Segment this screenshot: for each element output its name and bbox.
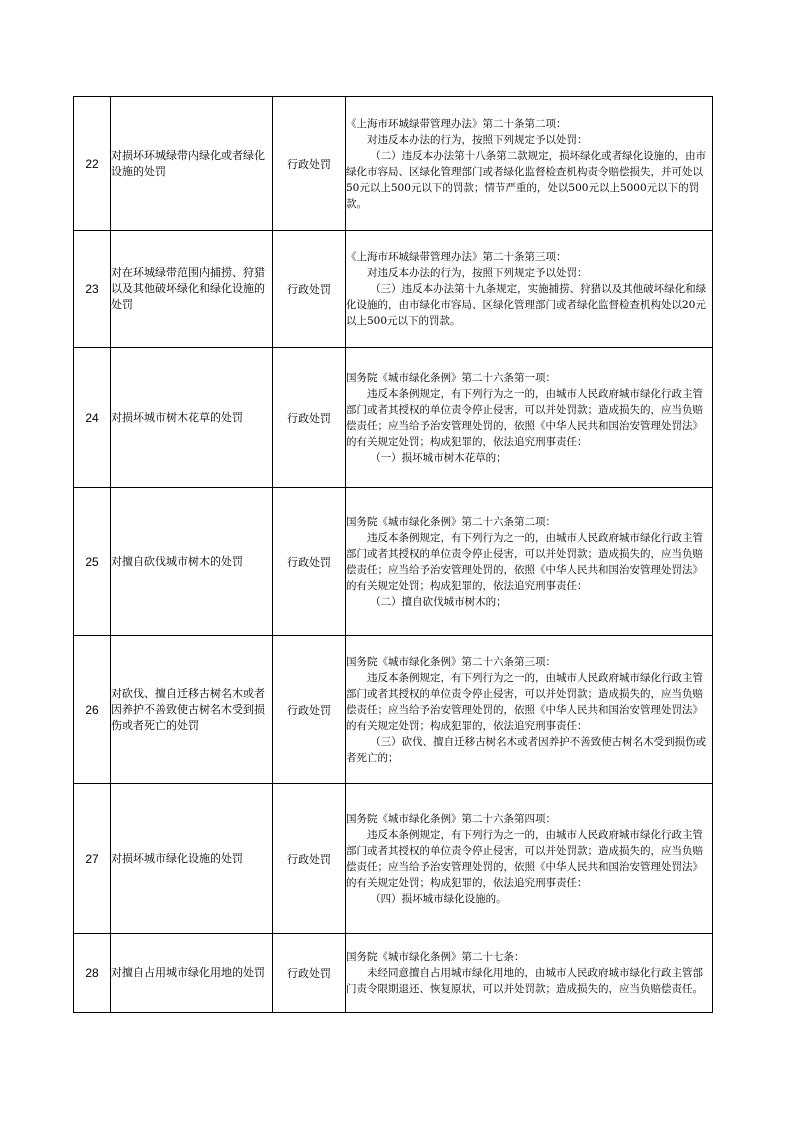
legal-basis — [346, 636, 713, 784]
basis-intro: 违反本条例规定，有下列行为之一的，由城市人民政府城市绿化行政主管部门或者其授权的单位责令停止侵害，可以并处罚款；造成损失的，应当负赔偿责任；应当给予治安管理处罚的，依照《中华人民共和国治安管理处罚法》的有关规定处罚；构成犯罪的，依法追究刑事责任： — [346, 531, 703, 592]
row-number: 27 — [74, 784, 111, 934]
row-number: 22 — [74, 97, 111, 231]
table-row — [74, 636, 713, 784]
basis-intro: 对违反本办法的行为，按照下列规定予以处罚： — [367, 133, 588, 146]
basis-source: 国务院《城市绿化条例》第二十七条： — [346, 951, 525, 963]
basis-source: 国务院《城市绿化条例》第二十六条第一项： — [346, 371, 556, 384]
row-number: 26 — [74, 636, 111, 784]
basis-intro: 违反本条例规定，有下列行为之一的，由城市人民政府城市绿化行政主管部门或者其授权的单位责令停止侵害，可以并处罚款；造成损失的，应当负赔偿责任；应当给予治安管理处罚的，依照《中华人民共和国治安管理处罚法》的有关规定处罚；构成犯罪的，依法追究刑事责任： — [346, 828, 703, 889]
basis-source: 国务院《城市绿化条例》第二十六条第四项： — [346, 812, 556, 825]
basis-source: 《上海市环城绿带管理办法》第二十条第二项： — [346, 117, 567, 130]
basis-clause: （三）违反本办法第十九条规定，实施捕捞、狩猎以及其他破坏绿化和绿化设施的，由市绿化市容局、区绿化管理部门或者绿化监督检查机构处以20元以上500元以下的罚款。 — [346, 283, 707, 327]
legal-basis — [346, 231, 713, 348]
table-row — [74, 97, 713, 231]
table-row — [74, 784, 713, 934]
basis-source: 国务院《城市绿化条例》第二十六条第三项： — [346, 655, 556, 668]
basis-clause: （四）损坏城市绿化设施的。 — [370, 892, 507, 905]
penalty-table — [73, 96, 713, 1013]
row-number: 24 — [74, 348, 111, 488]
item-type: 行政处罚 — [273, 97, 346, 231]
item-type: 行政处罚 — [273, 348, 346, 488]
basis-source: 国务院《城市绿化条例》第二十六条第二项： — [346, 515, 556, 528]
legal-basis — [346, 934, 713, 1013]
item-name: 对擅自砍伐城市树木的处罚 — [111, 488, 273, 636]
table-row — [74, 348, 713, 488]
table-row — [74, 231, 713, 348]
basis-clause: （三）砍伐、擅自迁移古树名木或者因养护不善致使古树名木受到损伤或者死亡的； — [346, 735, 707, 764]
row-number: 23 — [74, 231, 111, 348]
basis-source: 《上海市环城绿带管理办法》第二十条第三项： — [346, 251, 567, 263]
item-name: 对损坏城市绿化设施的处罚 — [111, 784, 273, 934]
basis-clause: （一）损坏城市树木花草的； — [370, 451, 507, 464]
row-number: 28 — [74, 934, 111, 1013]
item-type: 行政处罚 — [273, 636, 346, 784]
item-name: 对擅自占用城市绿化用地的处罚 — [111, 934, 273, 1013]
item-type: 行政处罚 — [273, 934, 346, 1013]
basis-intro: 违反本条例规定，有下列行为之一的，由城市人民政府城市绿化行政主管部门或者其授权的单位责令停止侵害，可以并处罚款；造成损失的，应当负赔偿责任；应当给予治安管理处罚的，依照《中华人民共和国治安管理处罚法》的有关规定处罚；构成犯罪的，依法追究刑事责任： — [346, 387, 703, 448]
row-number: 25 — [74, 488, 111, 636]
basis-clause: （二）违反本办法第十八条第二款规定，损坏绿化或者绿化设施的，由市绿化市容局、区绿化管理部门或者绿化监督检查机构责令赔偿损失，并可处以50元以上500元以下的罚款；情节严重的，处以500元以上5000元以下的罚款。 — [346, 149, 707, 210]
table-row — [74, 488, 713, 636]
basis-intro: 未经同意擅自占用城市绿化用地的，由城市人民政府城市绿化行政主管部门责令限期退还、恢复原状，可以并处罚款；造成损失的，应当负赔偿责任。 — [346, 967, 703, 995]
item-name: 对损坏城市树木花草的处罚 — [111, 348, 273, 488]
item-name: 对砍伐、擅自迁移古树名木或者因养护不善致使古树名木受到损伤或者死亡的处罚 — [111, 636, 273, 784]
item-name: 对在环城绿带范围内捕捞、狩猎以及其他破坏绿化和绿化设施的处罚 — [111, 231, 273, 348]
item-type: 行政处罚 — [273, 784, 346, 934]
item-type: 行政处罚 — [273, 488, 346, 636]
legal-basis — [346, 488, 713, 636]
legal-basis — [346, 97, 713, 231]
basis-intro: 违反本条例规定，有下列行为之一的，由城市人民政府城市绿化行政主管部门或者其授权的单位责令停止侵害，可以并处罚款；造成损失的，应当负赔偿责任；应当给予治安管理处罚的，依照《中华人民共和国治安管理处罚法》的有关规定处罚；构成犯罪的，依法追究刑事责任： — [346, 671, 703, 732]
table-row — [74, 934, 713, 1013]
item-name: 对损坏环城绿带内绿化或者绿化设施的处罚 — [111, 97, 273, 231]
legal-basis — [346, 784, 713, 934]
basis-intro: 对违反本办法的行为，按照下列规定予以处罚： — [367, 267, 588, 279]
item-type: 行政处罚 — [273, 231, 346, 348]
legal-basis — [346, 348, 713, 488]
basis-clause: （二）擅自砍伐城市树木的； — [370, 595, 507, 608]
